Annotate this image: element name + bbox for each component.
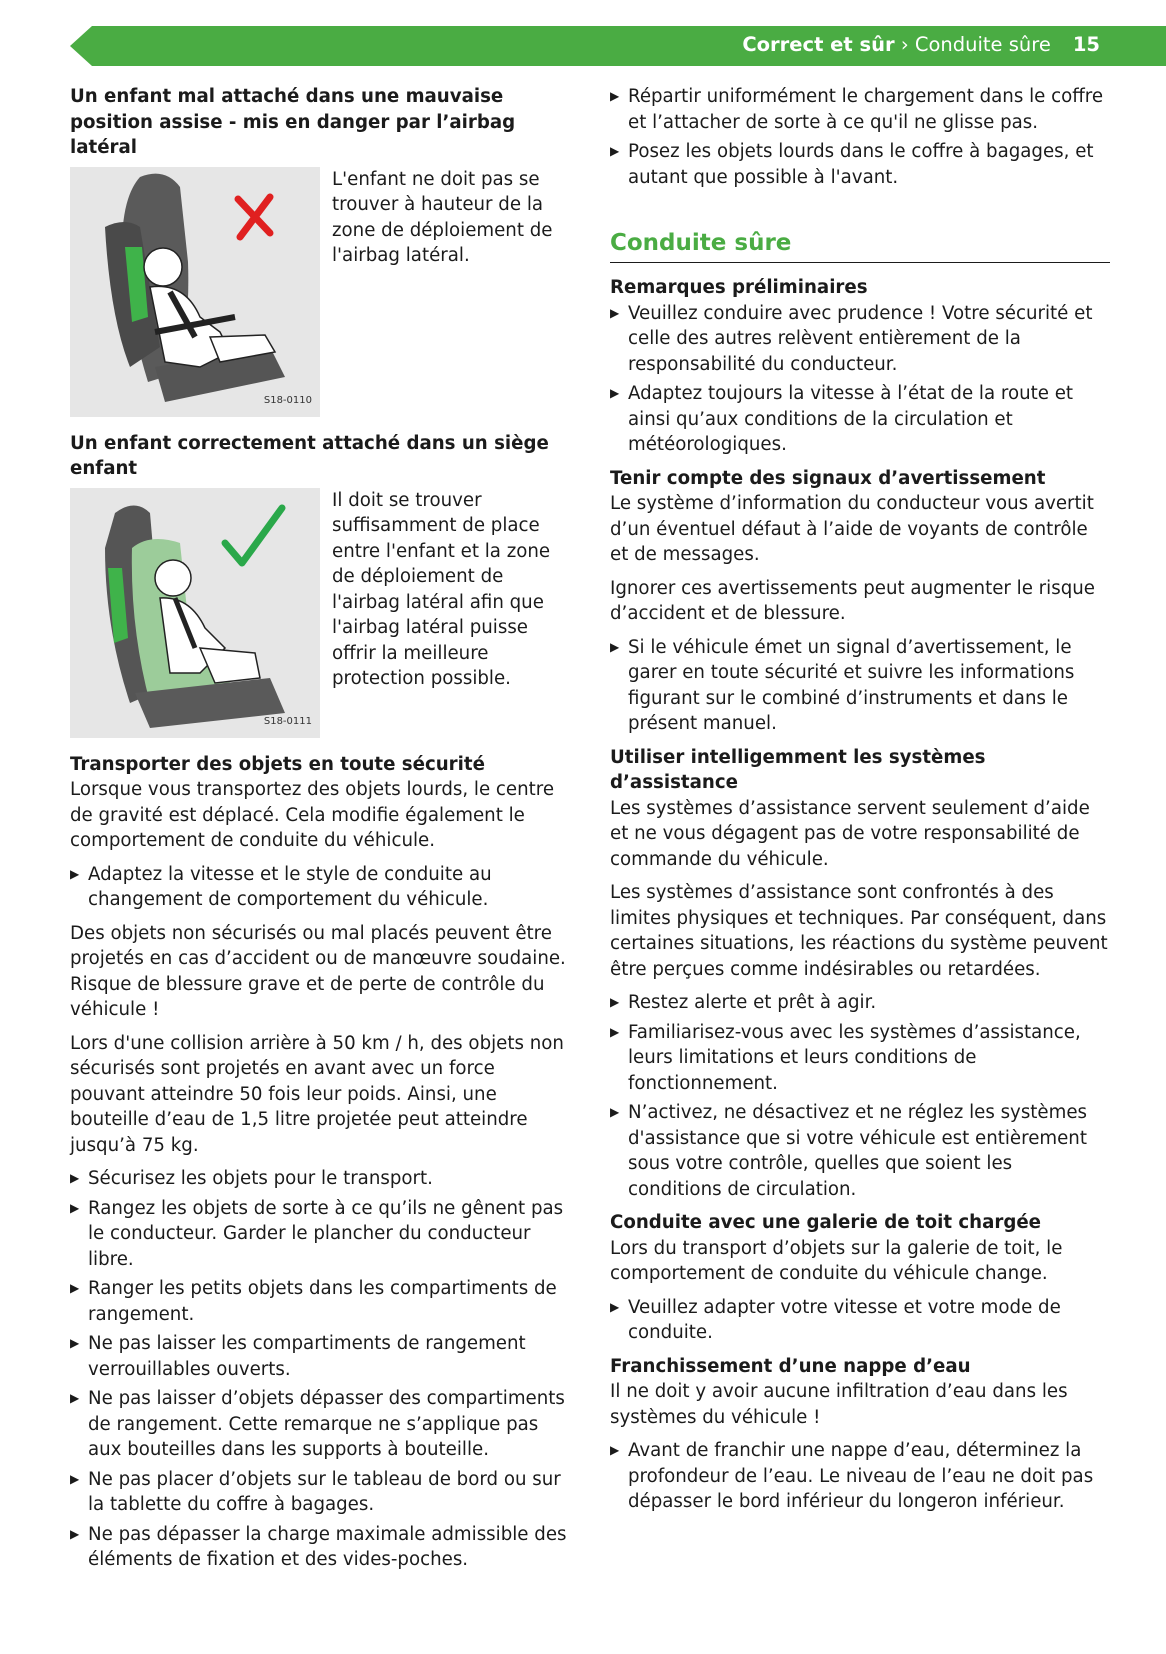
bullet-icon: ▶ xyxy=(610,1443,620,1457)
list-item xyxy=(610,139,1110,190)
running-header xyxy=(742,33,1100,57)
bullet-icon: ▶ xyxy=(610,305,620,320)
list-item-text: Veuillez adapter votre vitesse et votre mode de conduite. xyxy=(628,1296,1061,1343)
list-item-text: Restez alerte et prêt à agir. xyxy=(628,992,877,1013)
page-number: 15 xyxy=(1072,33,1100,56)
heading-correct-position: Un enfant correctement attaché dans un siège enfant xyxy=(70,432,549,479)
list-item xyxy=(70,1276,570,1327)
list-item xyxy=(70,1522,570,1573)
list-item-text: Rangez les objets de sorte à ce qu’ils ne gênent pas le conducteur. Garder le plancher du conducteur libre. xyxy=(88,1197,564,1270)
bullet-icon: ▶ xyxy=(70,1200,80,1215)
bullet-icon: ▶ xyxy=(70,1336,80,1350)
list-item-text: Ne pas placer d’objets sur le tableau de bord ou sur la tablette du coffre à bagages. xyxy=(88,1468,561,1515)
list-item xyxy=(70,1386,570,1463)
list-item xyxy=(70,1467,570,1518)
figure-code: S18-0110 xyxy=(263,395,312,406)
list-item xyxy=(610,1100,1110,1202)
bullet-icon: ▶ xyxy=(610,1024,620,1039)
figure-code: S18-0111 xyxy=(263,716,312,727)
header-section: Correct et sûr xyxy=(742,33,895,56)
heading-remarques: Remarques préliminaires xyxy=(610,277,868,298)
heading-transport-objects: Transporter des objets en toute sécurité xyxy=(70,753,485,775)
paragraph: Lors d'une collision arrière à 50 km / h, des objets non sécurisés sont projetés en avant avec un force pouvant atteindre 50 fois leur poids. Ainsi, une bouteille d’eau de 1,5 litre projetée peut atteindre jusqu’à 75 kg. xyxy=(70,1032,564,1156)
list-item-text: Sécurisez les objets pour le transport. xyxy=(88,1168,433,1189)
header-separator: › xyxy=(900,33,909,56)
list-item-text: N’activez, ne désactivez et ne réglez les systèmes d'assistance que si votre véhicule est entièrement sous votre contrôle, quelles que soient les conditions de circulation. xyxy=(628,1102,1087,1200)
list-item-text: Avant de franchir une nappe d’eau, déterminez la profondeur de l’eau. Le niveau de l’eau ne doit pas dépasser le bord inférieur du longeron inférieur. xyxy=(628,1440,1094,1512)
list-item-text: Posez les objets lourds dans le coffre à bagages, et autant que possible à l'avant. xyxy=(628,141,1094,188)
bullet-icon: ▶ xyxy=(610,1299,620,1314)
list-item xyxy=(610,1438,1110,1515)
figure-wrong-caption: L'enfant ne doit pas se trouver à hauteur de la zone de déploiement de l'airbag latéral. xyxy=(332,168,553,266)
paragraph: Ignorer ces avertissements peut augmenter le risque d’accident et de blessure. xyxy=(610,577,1095,624)
bullet-icon: ▶ xyxy=(70,1471,80,1486)
list-item xyxy=(610,84,1110,135)
header-subsection: Conduite sûre xyxy=(914,33,1051,56)
child-seat-correct-illustration xyxy=(70,488,320,738)
list-item xyxy=(610,1020,1110,1097)
list-item xyxy=(70,862,570,913)
paragraph: Il ne doit y avoir aucune infiltration d’eau dans les systèmes du véhicule ! xyxy=(610,1381,1068,1428)
list-item-text: Si le véhicule émet un signal d’avertissement, le garer en toute sécurité et suivre les informations figurant sur le combiné d’instruments et dans le présent manuel. xyxy=(628,636,1075,734)
bullet-icon: ▶ xyxy=(610,995,620,1009)
bullet-icon: ▶ xyxy=(70,866,80,881)
bullet-list xyxy=(610,301,1110,458)
list-item-text: Ne pas dépasser la charge maximale admissible des éléments de fixation et des vides-poches. xyxy=(88,1523,567,1570)
list-item-text: Ranger les petits objets dans les compartiments de rangement. xyxy=(88,1278,557,1325)
list-item xyxy=(70,1196,570,1273)
bullet-list xyxy=(70,1166,570,1573)
list-item xyxy=(610,990,1110,1016)
list-item xyxy=(610,301,1110,378)
green-check-icon xyxy=(225,508,282,563)
paragraph: Les systèmes d’assistance sont confrontés à des limites physiques et techniques. Par conséquent, dans certaines situations, les réactions du système peuvent être perçues comme indésirables ou retardées. xyxy=(610,882,1108,980)
bullet-icon: ▶ xyxy=(70,1391,80,1405)
bullet-icon: ▶ xyxy=(610,89,620,103)
list-item-text: Veuillez conduire avec prudence ! Votre sécurité et celle des autres relèvent entièrement de la responsabilité du conducteur. xyxy=(628,302,1093,375)
list-item xyxy=(610,1295,1110,1346)
heading-galerie: Conduite avec une galerie de toit chargée xyxy=(610,1212,1042,1233)
bullet-list xyxy=(610,1295,1110,1346)
heading-assistance: Utiliser intelligemment les systèmes d’assistance xyxy=(610,746,986,793)
bullet-icon: ▶ xyxy=(70,1281,80,1295)
bullet-icon: ▶ xyxy=(610,144,620,158)
red-cross-icon xyxy=(238,197,270,237)
bullet-list xyxy=(610,84,1110,190)
bullet-list xyxy=(610,990,1110,1202)
bullet-icon: ▶ xyxy=(610,639,620,654)
bullet-icon: ▶ xyxy=(70,1171,80,1185)
list-item-text: Adaptez toujours la vitesse à l’état de la route et ainsi qu’aux conditions de la circulation et météorologiques. xyxy=(628,383,1074,455)
figure-wrong-position xyxy=(70,167,320,417)
bullet-list xyxy=(70,862,570,913)
paragraph: Des objets non sécurisés ou mal placés peuvent être projetés en cas d’accident ou de manœuvre soudaine. Risque de blessure grave et de perte de contrôle du véhicule ! xyxy=(70,922,566,1020)
list-item xyxy=(610,381,1110,458)
paragraph: Lors du transport d’objets sur la galerie de toit, le comportement de conduite du véhicule change. xyxy=(610,1237,1063,1284)
section-title: Conduite sûre xyxy=(610,228,1110,263)
bullet-list xyxy=(610,1438,1110,1515)
list-item-text: Familiarisez-vous avec les systèmes d’assistance, leurs limitations et leurs conditions de fonctionnement. xyxy=(628,1021,1081,1094)
list-item-text: Ne pas laisser les compartiments de rangement verrouillables ouverts. xyxy=(88,1333,526,1380)
paragraph: Le système d’information du conducteur vous avertit d’un éventuel défaut à l’aide de voyants de contrôle et de messages. xyxy=(610,493,1094,565)
right-column xyxy=(610,84,1110,1523)
bullet-icon: ▶ xyxy=(610,386,620,400)
list-item-text: Ne pas laisser d’objets dépasser des compartiments de rangement. Cette remarque ne s’applique pas aux bouteilles dans les supports à bouteille. xyxy=(88,1388,565,1460)
list-item xyxy=(610,635,1110,737)
bullet-icon: ▶ xyxy=(610,1105,620,1119)
child-seat-wrong-illustration xyxy=(70,167,320,417)
figure-correct-caption: Il doit se trouver suffisamment de place entre l'enfant et la zone de déploiement de l'airbag latéral afin que l'airbag latéral puisse offrir la meilleure protection possible. xyxy=(332,489,551,689)
left-column xyxy=(70,84,570,1581)
heading-signaux: Tenir compte des signaux d’avertissement xyxy=(610,467,1046,489)
figure-correct-position xyxy=(70,488,320,738)
list-item xyxy=(70,1331,570,1382)
heading-wrong-position: Un enfant mal attaché dans une mauvaise position assise - mis en danger par l’airbag latéral xyxy=(70,86,516,158)
list-item xyxy=(70,1166,570,1192)
heading-nappe-eau: Franchissement d’une nappe d’eau xyxy=(610,1355,971,1377)
list-item-text: Adaptez la vitesse et le style de conduite au changement de comportement du véhicule. xyxy=(88,863,492,910)
bullet-icon: ▶ xyxy=(70,1526,80,1541)
paragraph: Les systèmes d’assistance servent seulement d’aide et ne vous dégagent pas de votre responsabilité de commande du véhicule. xyxy=(610,797,1090,870)
list-item-text: Répartir uniformément le chargement dans le coffre et l’attacher de sorte à ce qu'il ne glisse pas. xyxy=(628,86,1104,133)
figure-block-correct xyxy=(70,488,570,738)
paragraph: Lorsque vous transportez des objets lourds, le centre de gravité est déplacé. Cela modifie également le comportement de conduite du véhicule. xyxy=(70,779,555,851)
bullet-list xyxy=(610,635,1110,737)
figure-block-wrong xyxy=(70,167,570,417)
